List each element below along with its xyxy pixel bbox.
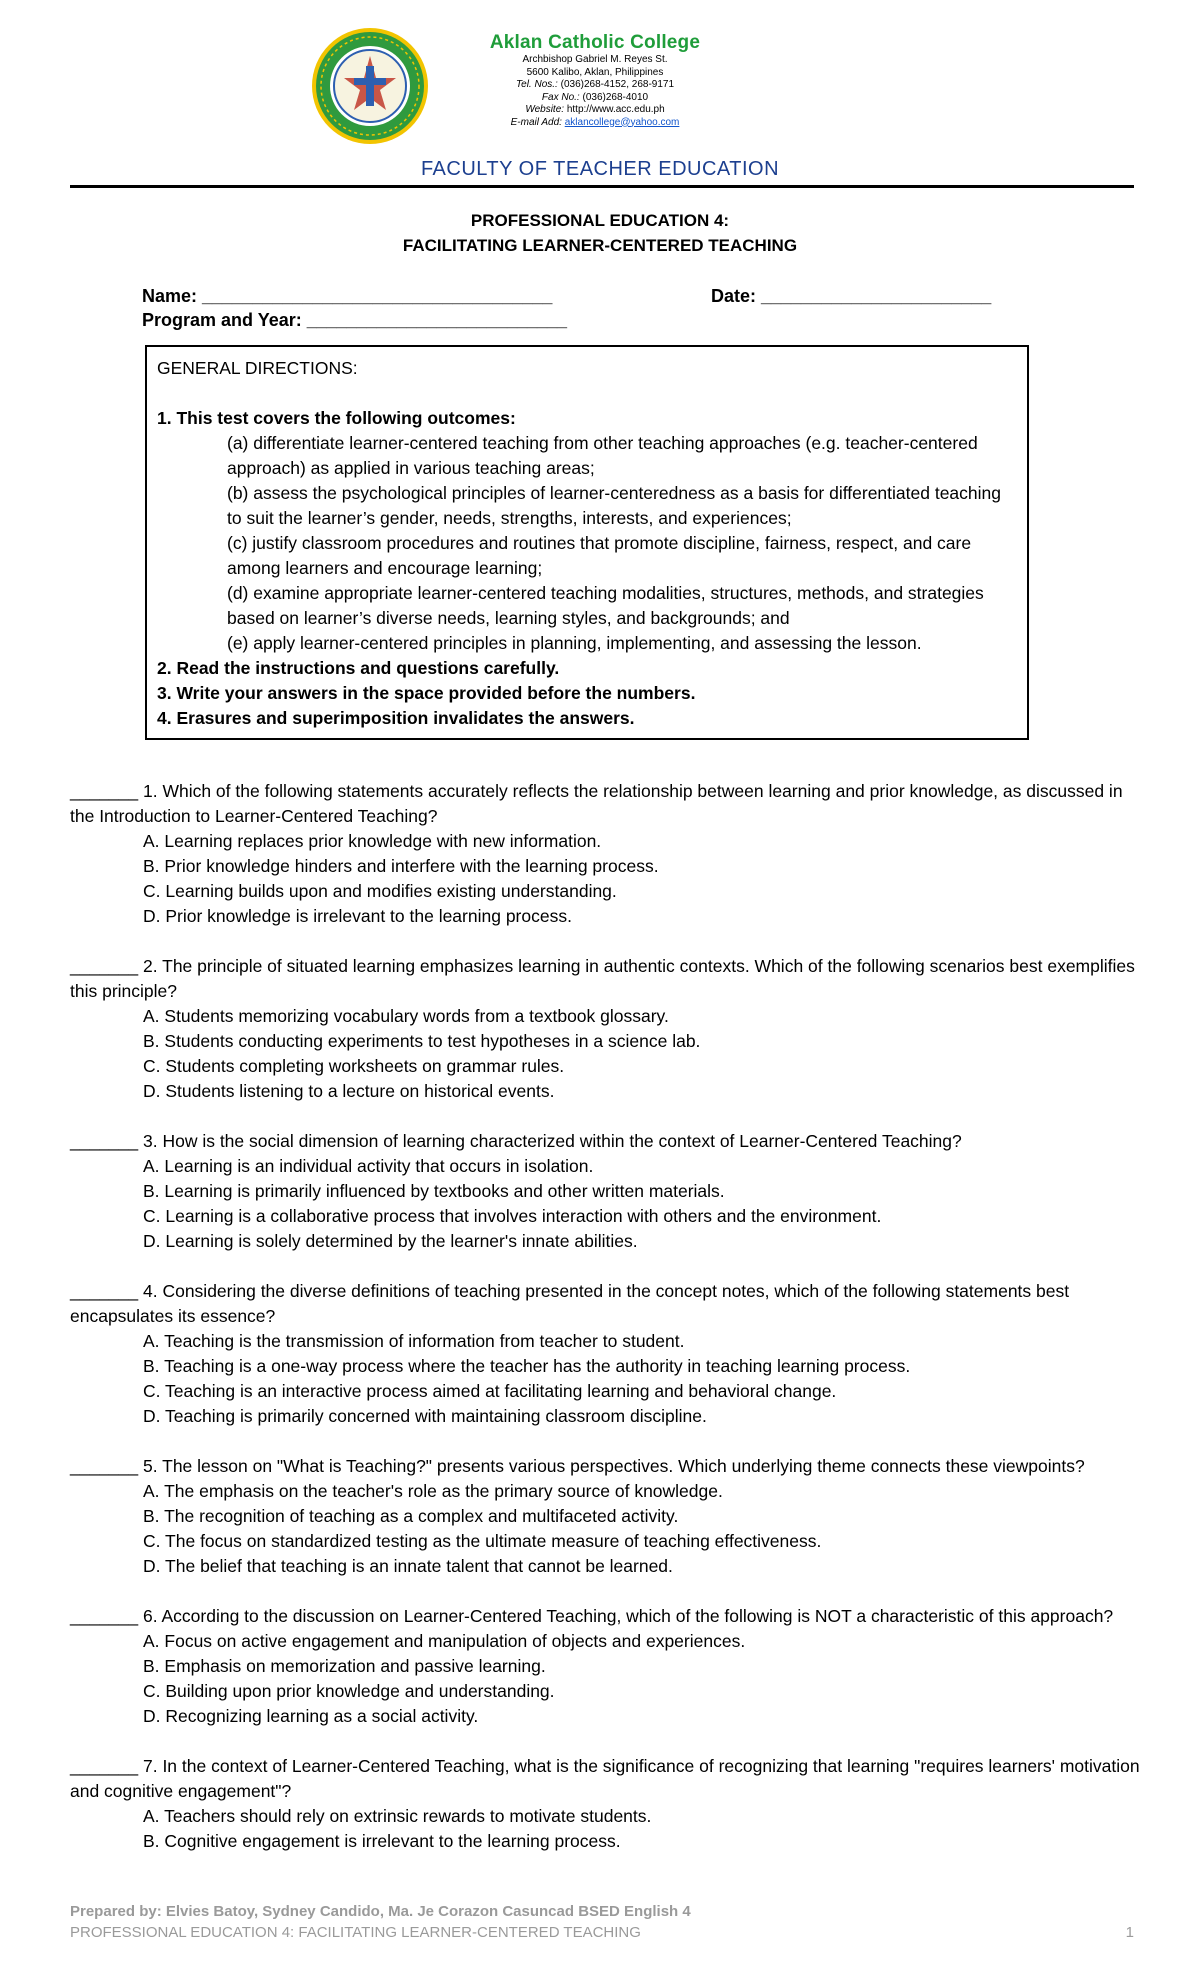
address-line: Archbishop Gabriel M. Reyes St. [522,54,668,65]
question-stem: _______ 2. The principle of situated learning emphasizes learning in authentic contexts. Which of the following scenarios best exemplifies this principle? [70,956,1135,1001]
email-label: E-mail Add: [510,116,562,128]
choice-b: B. Learning is primarily influenced by textbooks and other written materials. [143,1181,725,1201]
fax-value: (036)268-4010 [582,91,649,103]
choice-a: A. Focus on active engagement and manipulation of objects and experiences. [143,1631,746,1651]
directions-item-2: 2. Read the instructions and questions carefully. [157,658,560,678]
directions-item-1: 1. This test covers the following outcomes: [157,408,516,428]
question-stem: _______ 6. According to the discussion on Learner-Centered Teaching, which of the following is NOT a characteristic of this approach? [70,1606,1114,1626]
header-divider [70,185,1134,188]
choice-b: B. The recognition of teaching as a complex and multifaceted activity. [143,1506,679,1526]
question-stem: _______ 4. Considering the diverse definitions of teaching presented in the concept notes, which of the following statements best encapsulates its essence? [70,1281,1070,1326]
outcome-c: (c) justify classroom procedures and routines that promote discipline, fairness, respect, and care among learners and encourage learning; [227,533,972,578]
choice-b: B. Teaching is a one-way process where the teacher has the authority in teaching learning process. [143,1356,911,1376]
choice-b: B. Cognitive engagement is irrelevant to the learning process. [143,1831,621,1851]
choice-d: D. Recognizing learning as a social activity. [143,1706,479,1726]
choice-c: C. Teaching is an interactive process aimed at facilitating learning and behavioral change. [143,1381,837,1401]
footer-course-line: PROFESSIONAL EDUCATION 4: FACILITATING LEARNER-CENTERED TEACHING [70,1924,641,1941]
question-2 [70,954,1140,1104]
choice-b: B. Prior knowledge hinders and interfere with the learning process. [143,856,659,876]
outcome-e: (e) apply learner-centered principles in planning, implementing, and assessing the lesson. [227,633,922,653]
choice-a: A. The emphasis on the teacher's role as the primary source of knowledge. [143,1481,723,1501]
city-line: 5600 Kalibo, Aklan, Philippines [526,66,664,78]
choice-d: D. The belief that teaching is an innate talent that cannot be learned. [143,1556,673,1576]
faculty-title: FACULTY OF TEACHER EDUCATION [420,158,780,180]
email-line [445,117,745,130]
directions-item-3: 3. Write your answers in the space provided before the numbers. [157,683,696,703]
choice-c: C. Learning builds upon and modifies existing understanding. [143,881,617,901]
tel-value: (036)268-4152, 268-9171 [560,79,675,90]
page-footer [70,1901,1134,1943]
question-4 [70,1279,1140,1429]
question-stem: _______ 3. How is the social dimension of learning characterized within the context of Learner-Centered Teaching? [70,1131,962,1151]
question-stem: _______ 7. In the context of Learner-Centered Teaching, what is the significance of recognizing that learning "requires learners' motivation and cognitive engagement"? [70,1756,1140,1801]
program-year-field[interactable]: Program and Year: __________________________ [142,310,568,330]
course-title [0,208,1200,258]
choice-b: B. Students conducting experiments to test hypotheses in a science lab. [143,1031,701,1051]
choice-a: A. Students memorizing vocabulary words from a textbook glossary. [143,1006,669,1026]
directions-heading: GENERAL DIRECTIONS: [157,358,358,378]
question-7 [70,1754,1140,1854]
date-field[interactable]: Date: _______________________ [711,286,992,306]
fax-line [445,92,745,105]
choice-d: D. Prior knowledge is irrelevant to the learning process. [143,906,572,926]
question-1 [70,779,1140,929]
course-title-line2: FACILITATING LEARNER-CENTERED TEACHING [402,236,798,255]
question-list [70,779,1140,1879]
website-line [445,104,745,117]
college-seal-logo [310,26,430,146]
website-value: http://www.acc.edu.ph [566,104,665,115]
course-title-line1: PROFESSIONAL EDUCATION 4: [470,211,730,230]
choice-d: D. Teaching is primarily concerned with maintaining classroom discipline. [143,1406,707,1426]
question-3 [70,1129,1140,1254]
name-field[interactable]: Name: ___________________________________ [142,286,553,306]
fax-label: Fax No.: [541,91,580,103]
choice-a: A. Teachers should rely on extrinsic rewards to motivate students. [143,1806,652,1826]
choice-b: B. Emphasis on memorization and passive learning. [143,1656,546,1676]
directions-item-4: 4. Erasures and superimposition invalidates the answers. [157,708,635,728]
outcome-a: (a) differentiate learner-centered teaching from other teaching approaches (e.g. teacher-centered approach) as applied in various teaching areas; [227,433,978,478]
college-name: Aklan Catholic College [489,32,701,53]
college-seal-icon [310,26,430,146]
email-link[interactable]: aklancollege@yahoo.com [564,116,680,128]
choice-c: C. Students completing worksheets on grammar rules. [143,1056,565,1076]
choice-a: A. Teaching is the transmission of information from teacher to student. [143,1331,685,1351]
prepared-by: Prepared by: Elvies Batoy, Sydney Candido, Ma. Je Corazon Casuncad BSED English 4 [70,1903,691,1920]
choice-d: D. Students listening to a lecture on historical events. [143,1081,555,1101]
outcome-d: (d) examine appropriate learner-centered teaching modalities, structures, methods, and strategies based on learner’s diverse needs, learning styles, and backgrounds; and [227,583,984,628]
question-6 [70,1604,1140,1729]
page-number: 1 [1125,1924,1134,1941]
telephone-line [445,79,745,92]
general-directions-box [145,345,1029,740]
website-label: Website: [525,104,565,115]
question-5 [70,1454,1140,1579]
choice-c: C. Building upon prior knowledge and understanding. [143,1681,555,1701]
choice-a: A. Learning is an individual activity that occurs in isolation. [143,1156,594,1176]
choice-d: D. Learning is solely determined by the learner's innate abilities. [143,1231,638,1251]
choice-a: A. Learning replaces prior knowledge with new information. [143,831,602,851]
tel-label: Tel. Nos.: [515,79,558,90]
choice-c: C. Learning is a collaborative process that involves interaction with others and the environment. [143,1206,882,1226]
question-stem: _______ 5. The lesson on "What is Teaching?" presents various perspectives. Which underlying theme connects these viewpoints? [70,1456,1085,1476]
choice-c: C. The focus on standardized testing as the ultimate measure of teaching effectiveness. [143,1531,822,1551]
outcome-b: (b) assess the psychological principles of learner-centeredness as a basis for differentiated teaching to suit the learner’s gender, needs, strengths, interests, and experiences; [227,483,1001,528]
question-stem: _______ 1. Which of the following statements accurately reflects the relationship between learning and prior knowledge, as discussed in the Introduction to Learner-Centered Teaching? [70,781,1123,826]
letterhead [310,26,730,146]
